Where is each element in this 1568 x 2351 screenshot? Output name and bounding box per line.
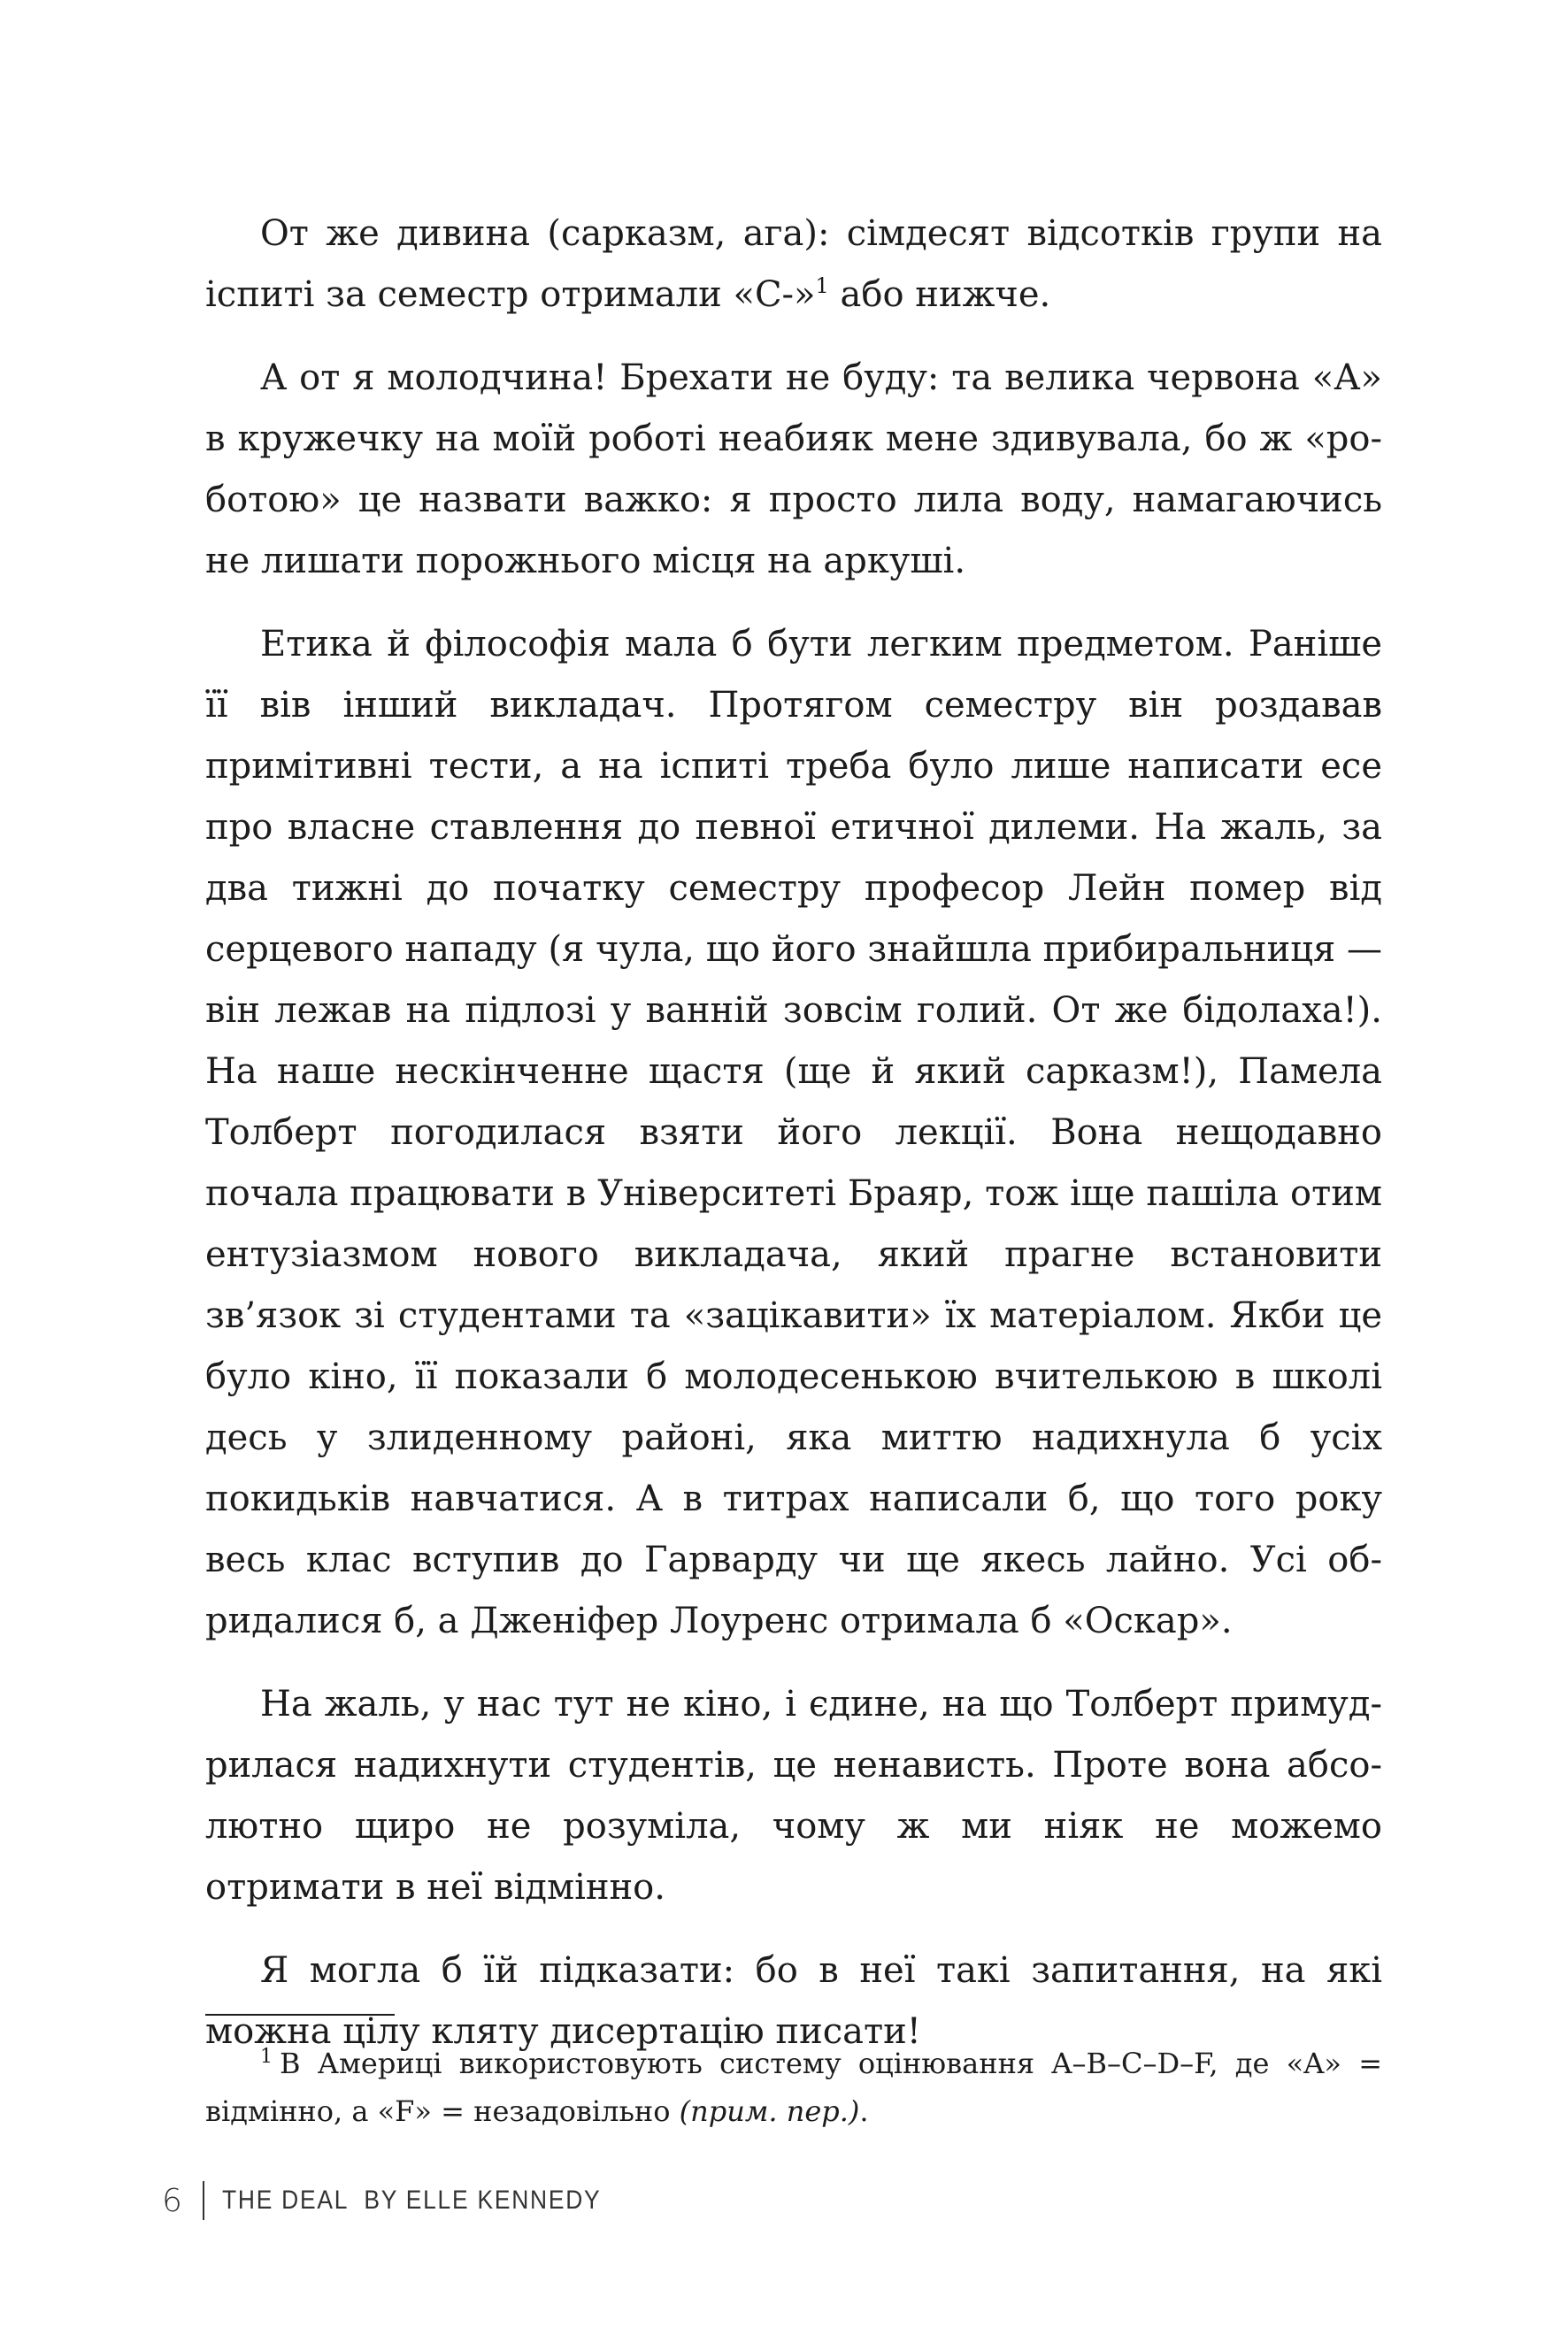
page-number: 6 [162,2182,183,2219]
paragraph-1-text: От же дивина (сарказм, ага): сімдесят відсотків групи на іспиті за семестр отримали «С-» [205,213,1382,315]
paragraph-4: На жаль, у нас тут не кіно, і єдине, на що Толберт примудрилася надихнути студентів, це ненависть. Проте вона абсолютно щиро не розуміла, чому ж ми ніяк не можемо отримати в неї відмінно. [205,1684,1382,1908]
footer-separator [203,2181,204,2220]
paragraph-1-text-end: або нижче. [828,274,1051,315]
paragraph-1 [205,204,1382,326]
footnote-divider [205,2014,395,2016]
footnote [205,2040,1382,2135]
footnote-reference: 1 [815,273,829,298]
footnote-trailing: . [859,2094,869,2128]
paragraph-5: Я могла б їй підказати: бо в неї такі запитання, на які можна цілу кляту дисертацію писати! [205,1950,1382,2052]
paragraph-3: Етика й філософія мала б бути легким предметом. Раніше її вів інший викладач. Протягом семестру він роздавав примітивні тести, а на іспиті треба було лише написати есе про власне ставлення до певної етичної дилеми. На жаль, за два тижні до початку семестру професор Лейн помер від серцевого нападу (я чула, що його знайшла прибиральниця — він лежав на підлозі у ванній зовсім голий. От же бідолаха!). На наше нескінченне щастя (ще й який сарказм!), Памела Толберт погодилася взяти його лекції. Вона нещодавно почала працювати в Університеті Браяр, тож іще пашіла отим ентузіазмом нового викладача, який прагне встановити зв’язок зі студентами та «зацікавити» їх матеріалом. Якби це було кіно, її показали б молодесенькою вчителькою в школі десь у злиденному районі, яка миттю надихнула б усіх покидьків навчатися. А в титрах написали б, що того року весь клас вступив до Гарварду чи ще якесь лайно. Усі обридалися б, а Дженіфер Лоуренс отримала б «Оскар». [205,624,1382,1641]
footnote-marker: 1 [260,2046,273,2068]
body-text [205,204,1382,2085]
running-title: THE DEAL BY ELLE KENNEDY [221,2186,602,2215]
page-footer [162,2178,653,2223]
paragraph-2: А от я молодчина! Брехати не буду: та велика червона «А» в кружечку на моїй роботі неабияк мене здивувала, бо ж «роботою» це назвати важко: я просто лила воду, намагаючись не лишати порожнього місця на аркуші. [205,357,1382,581]
translator-note: (прим. пер.) [679,2094,860,2128]
footnote-text: В Америці використовують систему оцінювання A–B–C–D–F, де «A» = відмінно, а «F» = незадовільно [205,2047,1382,2128]
